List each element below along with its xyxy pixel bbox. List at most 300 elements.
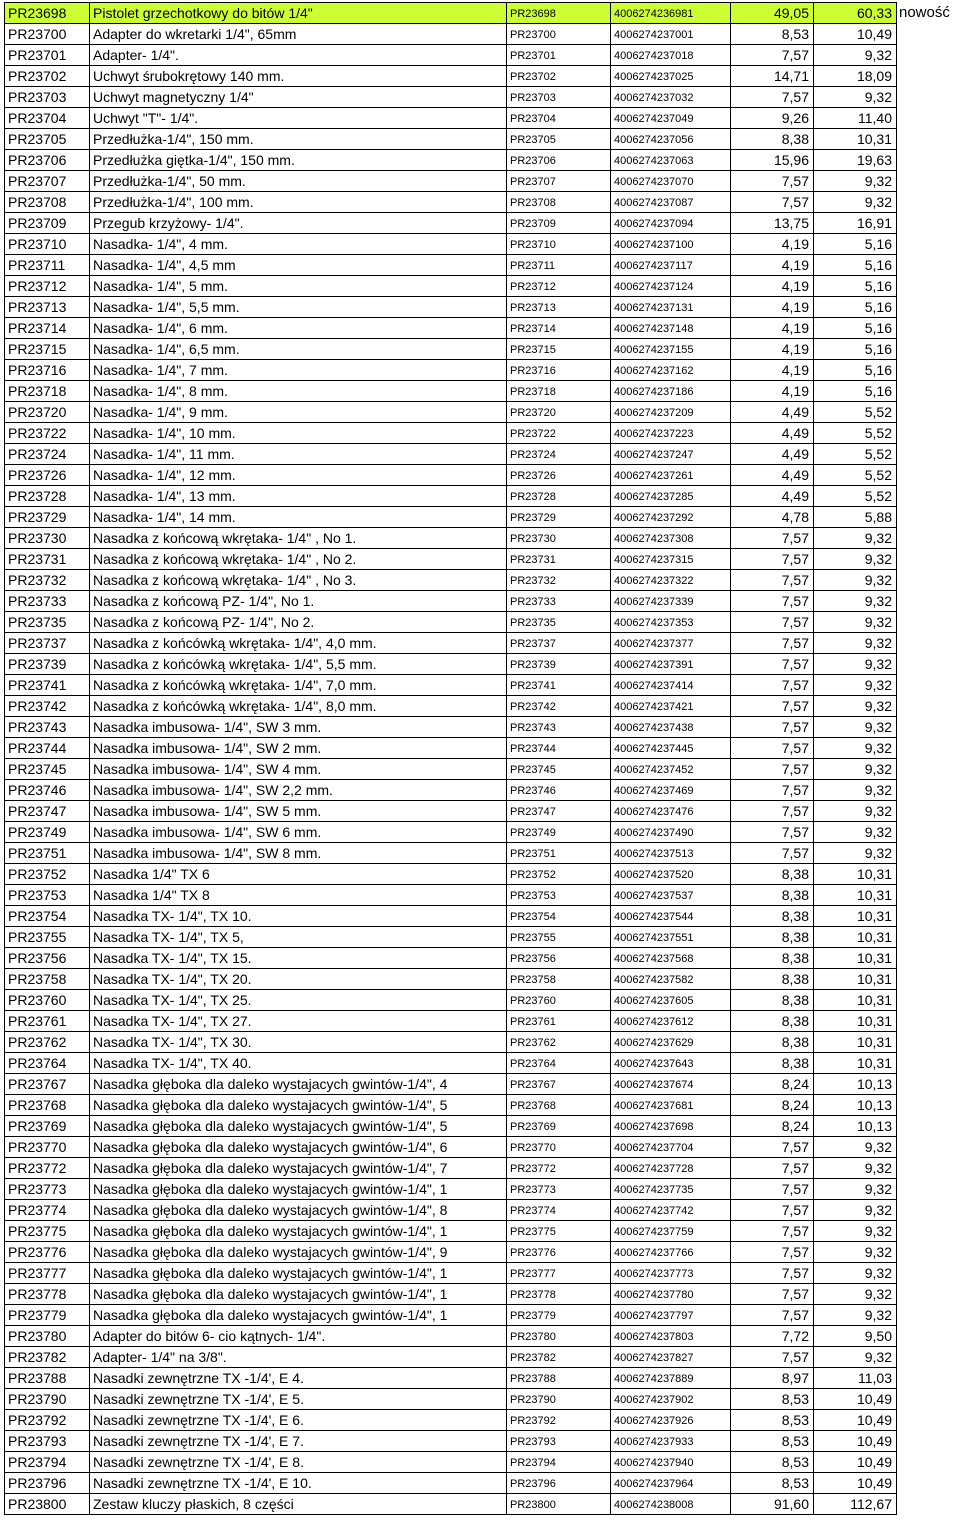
ref-code: PR23788 bbox=[507, 1368, 611, 1389]
product-code: PR23761 bbox=[5, 1011, 90, 1032]
ean-code: 4006274237315 bbox=[611, 549, 731, 570]
product-code: PR23737 bbox=[5, 633, 90, 654]
ean-code: 4006274237469 bbox=[611, 780, 731, 801]
product-name: Nasadka- 1/4", 13 mm. bbox=[90, 486, 507, 507]
product-code: PR23714 bbox=[5, 318, 90, 339]
ean-code: 4006274237742 bbox=[611, 1200, 731, 1221]
price-net: 7,57 bbox=[731, 45, 814, 66]
product-name: Nasadka- 1/4", 11 mm. bbox=[90, 444, 507, 465]
price-net: 7,57 bbox=[731, 1179, 814, 1200]
price-gross: 9,32 bbox=[814, 1158, 897, 1179]
ean-code: 4006274237582 bbox=[611, 969, 731, 990]
ean-code: 4006274237001 bbox=[611, 24, 731, 45]
product-name: Nasadki zewnętrzne TX -1/4', E 7. bbox=[90, 1431, 507, 1452]
price-net: 8,38 bbox=[731, 1011, 814, 1032]
table-row bbox=[5, 45, 897, 66]
table-row bbox=[5, 150, 897, 171]
price-gross: 10,13 bbox=[814, 1074, 897, 1095]
product-code: PR23744 bbox=[5, 738, 90, 759]
product-name: Nasadka głęboka dla daleko wystajacych gwintów-1/4", 5 bbox=[90, 1095, 507, 1116]
ean-code: 4006274237285 bbox=[611, 486, 731, 507]
ean-code: 4006274237629 bbox=[611, 1032, 731, 1053]
table-row bbox=[5, 1368, 897, 1389]
product-name: Nasadka- 1/4", 5,5 mm. bbox=[90, 297, 507, 318]
ref-code: PR23800 bbox=[507, 1494, 611, 1515]
ean-code: 4006274237520 bbox=[611, 864, 731, 885]
ref-code: PR23777 bbox=[507, 1263, 611, 1284]
product-name: Adapter do bitów 6- cio kątnych- 1/4". bbox=[90, 1326, 507, 1347]
product-code: PR23739 bbox=[5, 654, 90, 675]
product-code: PR23770 bbox=[5, 1137, 90, 1158]
price-gross: 5,52 bbox=[814, 402, 897, 423]
table-row bbox=[5, 822, 897, 843]
ref-code: PR23708 bbox=[507, 192, 611, 213]
price-net: 7,57 bbox=[731, 1305, 814, 1326]
ean-code: 4006274237391 bbox=[611, 654, 731, 675]
ref-code: PR23764 bbox=[507, 1053, 611, 1074]
ean-code: 4006274237445 bbox=[611, 738, 731, 759]
price-net: 7,57 bbox=[731, 87, 814, 108]
price-net: 8,38 bbox=[731, 885, 814, 906]
product-code: PR23796 bbox=[5, 1473, 90, 1494]
ean-code: 4006274237698 bbox=[611, 1116, 731, 1137]
ref-code: PR23722 bbox=[507, 423, 611, 444]
table-row bbox=[5, 1221, 897, 1242]
ref-code: PR23726 bbox=[507, 465, 611, 486]
ref-code: PR23729 bbox=[507, 507, 611, 528]
ean-code: 4006274237704 bbox=[611, 1137, 731, 1158]
ref-code: PR23741 bbox=[507, 675, 611, 696]
price-gross: 9,32 bbox=[814, 759, 897, 780]
ref-code: PR23711 bbox=[507, 255, 611, 276]
product-code: PR23698 bbox=[5, 3, 90, 24]
price-gross: 5,52 bbox=[814, 423, 897, 444]
product-name: Nasadki zewnętrzne TX -1/4', E 10. bbox=[90, 1473, 507, 1494]
product-name: Nasadka z końcową wkrętaka- 1/4" , No 3. bbox=[90, 570, 507, 591]
price-net: 7,57 bbox=[731, 801, 814, 822]
product-code: PR23718 bbox=[5, 381, 90, 402]
ean-code: 4006274237339 bbox=[611, 591, 731, 612]
price-gross: 16,91 bbox=[814, 213, 897, 234]
ref-code: PR23728 bbox=[507, 486, 611, 507]
price-gross: 9,32 bbox=[814, 738, 897, 759]
table-row bbox=[5, 297, 897, 318]
product-name: Nasadka- 1/4", 10 mm. bbox=[90, 423, 507, 444]
product-name: Przedłużka giętka-1/4", 150 mm. bbox=[90, 150, 507, 171]
product-name: Nasadka głęboka dla daleko wystajacych gwintów-1/4", 1 bbox=[90, 1221, 507, 1242]
product-code: PR23732 bbox=[5, 570, 90, 591]
product-name: Nasadka imbusowa- 1/4", SW 3 mm. bbox=[90, 717, 507, 738]
product-code: PR23782 bbox=[5, 1347, 90, 1368]
ref-code: PR23792 bbox=[507, 1410, 611, 1431]
product-code: PR23716 bbox=[5, 360, 90, 381]
ean-code: 4006274237223 bbox=[611, 423, 731, 444]
product-code: PR23730 bbox=[5, 528, 90, 549]
ref-code: PR23790 bbox=[507, 1389, 611, 1410]
price-gross: 9,32 bbox=[814, 801, 897, 822]
table-row bbox=[5, 801, 897, 822]
product-code: PR23774 bbox=[5, 1200, 90, 1221]
table-row bbox=[5, 1263, 897, 1284]
product-code: PR23758 bbox=[5, 969, 90, 990]
price-net: 7,57 bbox=[731, 528, 814, 549]
product-name: Nasadka imbusowa- 1/4", SW 2,2 mm. bbox=[90, 780, 507, 801]
product-name: Przedłużka-1/4", 50 mm. bbox=[90, 171, 507, 192]
price-gross: 9,32 bbox=[814, 780, 897, 801]
product-code: PR23742 bbox=[5, 696, 90, 717]
price-gross: 9,32 bbox=[814, 1200, 897, 1221]
price-net: 4,19 bbox=[731, 255, 814, 276]
product-name: Nasadka- 1/4", 6,5 mm. bbox=[90, 339, 507, 360]
price-net: 8,53 bbox=[731, 24, 814, 45]
product-code: PR23728 bbox=[5, 486, 90, 507]
ean-code: 4006274237780 bbox=[611, 1284, 731, 1305]
ean-code: 4006274237056 bbox=[611, 129, 731, 150]
table-row bbox=[5, 402, 897, 423]
product-code: PR23756 bbox=[5, 948, 90, 969]
ref-code: PR23715 bbox=[507, 339, 611, 360]
price-net: 7,57 bbox=[731, 759, 814, 780]
ean-code: 4006274237131 bbox=[611, 297, 731, 318]
ref-code: PR23754 bbox=[507, 906, 611, 927]
ref-code: PR23796 bbox=[507, 1473, 611, 1494]
product-code: PR23772 bbox=[5, 1158, 90, 1179]
price-net: 7,57 bbox=[731, 612, 814, 633]
price-net: 7,57 bbox=[731, 822, 814, 843]
ean-code: 4006274237162 bbox=[611, 360, 731, 381]
product-code: PR23769 bbox=[5, 1116, 90, 1137]
ean-code: 4006274237568 bbox=[611, 948, 731, 969]
ref-code: PR23743 bbox=[507, 717, 611, 738]
ean-code: 4006274237063 bbox=[611, 150, 731, 171]
table-row bbox=[5, 423, 897, 444]
table-row bbox=[5, 549, 897, 570]
price-net: 8,38 bbox=[731, 864, 814, 885]
product-name: Nasadka TX- 1/4", TX 40. bbox=[90, 1053, 507, 1074]
table-row bbox=[5, 654, 897, 675]
ean-code: 4006274237490 bbox=[611, 822, 731, 843]
price-net: 7,57 bbox=[731, 1263, 814, 1284]
price-net: 8,38 bbox=[731, 990, 814, 1011]
price-net: 8,53 bbox=[731, 1410, 814, 1431]
product-code: PR23751 bbox=[5, 843, 90, 864]
table-row bbox=[5, 948, 897, 969]
product-code: PR23743 bbox=[5, 717, 90, 738]
table-row bbox=[5, 234, 897, 255]
product-code: PR23764 bbox=[5, 1053, 90, 1074]
table-row bbox=[5, 1179, 897, 1200]
price-net: 4,19 bbox=[731, 297, 814, 318]
product-code: PR23741 bbox=[5, 675, 90, 696]
price-gross: 9,32 bbox=[814, 1263, 897, 1284]
price-gross: 5,16 bbox=[814, 234, 897, 255]
product-name: Nasadka głęboka dla daleko wystajacych gwintów-1/4", 1 bbox=[90, 1179, 507, 1200]
price-gross: 9,32 bbox=[814, 612, 897, 633]
price-gross: 10,31 bbox=[814, 906, 897, 927]
price-net: 7,57 bbox=[731, 717, 814, 738]
ref-code: PR23735 bbox=[507, 612, 611, 633]
ref-code: PR23772 bbox=[507, 1158, 611, 1179]
product-name: Nasadka TX- 1/4", TX 27. bbox=[90, 1011, 507, 1032]
product-name: Nasadki zewnętrzne TX -1/4', E 6. bbox=[90, 1410, 507, 1431]
price-gross: 10,49 bbox=[814, 1473, 897, 1494]
product-name: Nasadka głęboka dla daleko wystajacych gwintów-1/4", 8 bbox=[90, 1200, 507, 1221]
price-gross: 9,32 bbox=[814, 1137, 897, 1158]
ean-code: 4006274237117 bbox=[611, 255, 731, 276]
product-code: PR23760 bbox=[5, 990, 90, 1011]
ref-code: PR23782 bbox=[507, 1347, 611, 1368]
product-name: Nasadka z końcową wkrętaka- 1/4" , No 2. bbox=[90, 549, 507, 570]
price-net: 8,38 bbox=[731, 129, 814, 150]
table-row bbox=[5, 717, 897, 738]
price-net: 7,57 bbox=[731, 738, 814, 759]
ean-code: 4006274237551 bbox=[611, 927, 731, 948]
ref-code: PR23758 bbox=[507, 969, 611, 990]
ean-code: 4006274237377 bbox=[611, 633, 731, 654]
product-code: PR23705 bbox=[5, 129, 90, 150]
product-code: PR23733 bbox=[5, 591, 90, 612]
price-gross: 5,52 bbox=[814, 465, 897, 486]
price-gross: 10,49 bbox=[814, 1410, 897, 1431]
price-net: 8,38 bbox=[731, 1032, 814, 1053]
ref-code: PR23739 bbox=[507, 654, 611, 675]
ean-code: 4006274237476 bbox=[611, 801, 731, 822]
price-list-table bbox=[4, 2, 897, 1515]
product-code: PR23749 bbox=[5, 822, 90, 843]
product-code: PR23702 bbox=[5, 66, 90, 87]
table-row bbox=[5, 255, 897, 276]
ref-code: PR23768 bbox=[507, 1095, 611, 1116]
product-code: PR23703 bbox=[5, 87, 90, 108]
product-name: Nasadka- 1/4", 7 mm. bbox=[90, 360, 507, 381]
ref-code: PR23742 bbox=[507, 696, 611, 717]
product-name: Nasadka- 1/4", 14 mm. bbox=[90, 507, 507, 528]
price-gross: 9,32 bbox=[814, 1305, 897, 1326]
price-gross: 60,33 bbox=[814, 3, 897, 24]
price-net: 7,57 bbox=[731, 780, 814, 801]
table-row bbox=[5, 759, 897, 780]
price-gross: 5,16 bbox=[814, 360, 897, 381]
ean-code: 4006274237933 bbox=[611, 1431, 731, 1452]
ean-code: 4006274237513 bbox=[611, 843, 731, 864]
product-code: PR23762 bbox=[5, 1032, 90, 1053]
table-row bbox=[5, 1242, 897, 1263]
price-net: 8,53 bbox=[731, 1452, 814, 1473]
ref-code: PR23701 bbox=[507, 45, 611, 66]
product-name: Uchwyt "T"- 1/4". bbox=[90, 108, 507, 129]
product-code: PR23709 bbox=[5, 213, 90, 234]
ref-code: PR23733 bbox=[507, 591, 611, 612]
ref-code: PR23698 bbox=[507, 3, 611, 24]
product-name: Nasadka TX- 1/4", TX 25. bbox=[90, 990, 507, 1011]
price-gross: 9,32 bbox=[814, 549, 897, 570]
table-row bbox=[5, 213, 897, 234]
table-row bbox=[5, 1011, 897, 1032]
price-net: 7,57 bbox=[731, 570, 814, 591]
price-net: 8,24 bbox=[731, 1074, 814, 1095]
ref-code: PR23700 bbox=[507, 24, 611, 45]
table-row bbox=[5, 633, 897, 654]
table-row bbox=[5, 276, 897, 297]
product-name: Pistolet grzechotkowy do bitów 1/4" bbox=[90, 3, 507, 24]
price-gross: 9,32 bbox=[814, 570, 897, 591]
table-row bbox=[5, 1137, 897, 1158]
ean-code: 4006274237100 bbox=[611, 234, 731, 255]
product-name: Nasadka- 1/4", 6 mm. bbox=[90, 318, 507, 339]
table-row bbox=[5, 969, 897, 990]
price-net: 7,57 bbox=[731, 549, 814, 570]
product-code: PR23731 bbox=[5, 549, 90, 570]
ref-code: PR23767 bbox=[507, 1074, 611, 1095]
product-name: Nasadki zewnętrzne TX -1/4', E 5. bbox=[90, 1389, 507, 1410]
price-net: 7,57 bbox=[731, 696, 814, 717]
ean-code: 4006274237186 bbox=[611, 381, 731, 402]
price-net: 4,78 bbox=[731, 507, 814, 528]
table-row bbox=[5, 675, 897, 696]
price-gross: 10,31 bbox=[814, 885, 897, 906]
price-net: 4,49 bbox=[731, 465, 814, 486]
table-row bbox=[5, 444, 897, 465]
ean-code: 4006274237025 bbox=[611, 66, 731, 87]
product-code: PR23712 bbox=[5, 276, 90, 297]
product-code: PR23710 bbox=[5, 234, 90, 255]
ref-code: PR23780 bbox=[507, 1326, 611, 1347]
ean-code: 4006274237070 bbox=[611, 171, 731, 192]
product-code: PR23724 bbox=[5, 444, 90, 465]
ean-code: 4006274237964 bbox=[611, 1473, 731, 1494]
table-row bbox=[5, 129, 897, 150]
price-net: 13,75 bbox=[731, 213, 814, 234]
price-gross: 9,32 bbox=[814, 528, 897, 549]
price-net: 8,53 bbox=[731, 1473, 814, 1494]
ean-code: 4006274237605 bbox=[611, 990, 731, 1011]
table-row bbox=[5, 864, 897, 885]
product-code: PR23792 bbox=[5, 1410, 90, 1431]
ref-code: PR23737 bbox=[507, 633, 611, 654]
price-net: 4,19 bbox=[731, 339, 814, 360]
table-row bbox=[5, 1410, 897, 1431]
product-code: PR23707 bbox=[5, 171, 90, 192]
product-code: PR23780 bbox=[5, 1326, 90, 1347]
price-gross: 5,52 bbox=[814, 444, 897, 465]
table-row bbox=[5, 1347, 897, 1368]
price-gross: 5,16 bbox=[814, 276, 897, 297]
ref-code: PR23730 bbox=[507, 528, 611, 549]
ref-code: PR23731 bbox=[507, 549, 611, 570]
ref-code: PR23773 bbox=[507, 1179, 611, 1200]
price-net: 7,57 bbox=[731, 654, 814, 675]
product-code: PR23775 bbox=[5, 1221, 90, 1242]
ref-code: PR23705 bbox=[507, 129, 611, 150]
ref-code: PR23746 bbox=[507, 780, 611, 801]
product-name: Nasadka TX- 1/4", TX 20. bbox=[90, 969, 507, 990]
ref-code: PR23703 bbox=[507, 87, 611, 108]
table-row bbox=[5, 465, 897, 486]
price-gross: 9,32 bbox=[814, 87, 897, 108]
table-row bbox=[5, 1158, 897, 1179]
ean-code: 4006274237032 bbox=[611, 87, 731, 108]
product-name: Nasadka- 1/4", 9 mm. bbox=[90, 402, 507, 423]
ref-code: PR23713 bbox=[507, 297, 611, 318]
product-name: Nasadka z końcówką wkrętaka- 1/4", 8,0 mm. bbox=[90, 696, 507, 717]
ref-code: PR23770 bbox=[507, 1137, 611, 1158]
table-row bbox=[5, 3, 897, 24]
table-row bbox=[5, 66, 897, 87]
product-name: Nasadka- 1/4", 4,5 mm bbox=[90, 255, 507, 276]
price-gross: 10,13 bbox=[814, 1116, 897, 1137]
product-name: Nasadka głęboka dla daleko wystajacych gwintów-1/4", 5 bbox=[90, 1116, 507, 1137]
ref-code: PR23720 bbox=[507, 402, 611, 423]
product-name: Nasadka głęboka dla daleko wystajacych gwintów-1/4", 1 bbox=[90, 1263, 507, 1284]
price-net: 8,38 bbox=[731, 1053, 814, 1074]
price-gross: 10,31 bbox=[814, 129, 897, 150]
ean-code: 4006274237148 bbox=[611, 318, 731, 339]
table-row bbox=[5, 381, 897, 402]
ean-code: 4006274236981 bbox=[611, 3, 731, 24]
price-net: 8,53 bbox=[731, 1389, 814, 1410]
product-name: Nasadka- 1/4", 12 mm. bbox=[90, 465, 507, 486]
product-code: PR23790 bbox=[5, 1389, 90, 1410]
price-gross: 9,32 bbox=[814, 45, 897, 66]
table-row bbox=[5, 738, 897, 759]
ean-code: 4006274237612 bbox=[611, 1011, 731, 1032]
table-row bbox=[5, 1053, 897, 1074]
product-code: PR23706 bbox=[5, 150, 90, 171]
price-gross: 10,31 bbox=[814, 1011, 897, 1032]
product-code: PR23701 bbox=[5, 45, 90, 66]
ean-code: 4006274237759 bbox=[611, 1221, 731, 1242]
ean-code: 4006274237155 bbox=[611, 339, 731, 360]
ean-code: 4006274237018 bbox=[611, 45, 731, 66]
product-name: Przegub krzyżowy- 1/4". bbox=[90, 213, 507, 234]
product-name: Nasadka z końcową wkrętaka- 1/4" , No 1. bbox=[90, 528, 507, 549]
table-row bbox=[5, 318, 897, 339]
product-name: Uchwyt śrubokrętowy 140 mm. bbox=[90, 66, 507, 87]
price-net: 7,57 bbox=[731, 1158, 814, 1179]
table-row bbox=[5, 1305, 897, 1326]
price-net: 8,24 bbox=[731, 1116, 814, 1137]
product-code: PR23778 bbox=[5, 1284, 90, 1305]
price-net: 4,19 bbox=[731, 381, 814, 402]
ref-code: PR23712 bbox=[507, 276, 611, 297]
product-code: PR23768 bbox=[5, 1095, 90, 1116]
price-gross: 9,50 bbox=[814, 1326, 897, 1347]
price-net: 8,53 bbox=[731, 1431, 814, 1452]
price-gross: 10,31 bbox=[814, 927, 897, 948]
product-name: Nasadka imbusowa- 1/4", SW 2 mm. bbox=[90, 738, 507, 759]
price-net: 7,72 bbox=[731, 1326, 814, 1347]
ean-code: 4006274237902 bbox=[611, 1389, 731, 1410]
price-gross: 9,32 bbox=[814, 1284, 897, 1305]
price-gross: 9,32 bbox=[814, 171, 897, 192]
price-net: 8,97 bbox=[731, 1368, 814, 1389]
product-name: Nasadka głęboka dla daleko wystajacych gwintów-1/4", 7 bbox=[90, 1158, 507, 1179]
ean-code: 4006274237452 bbox=[611, 759, 731, 780]
product-name: Przedłużka-1/4", 150 mm. bbox=[90, 129, 507, 150]
table-row bbox=[5, 528, 897, 549]
ref-code: PR23752 bbox=[507, 864, 611, 885]
table-row bbox=[5, 1284, 897, 1305]
product-name: Nasadki zewnętrzne TX -1/4', E 4. bbox=[90, 1368, 507, 1389]
table-row bbox=[5, 1032, 897, 1053]
price-gross: 10,49 bbox=[814, 1389, 897, 1410]
ref-code: PR23707 bbox=[507, 171, 611, 192]
ean-code: 4006274237322 bbox=[611, 570, 731, 591]
table-row bbox=[5, 780, 897, 801]
ref-code: PR23793 bbox=[507, 1431, 611, 1452]
table-row bbox=[5, 1473, 897, 1494]
price-net: 4,49 bbox=[731, 402, 814, 423]
